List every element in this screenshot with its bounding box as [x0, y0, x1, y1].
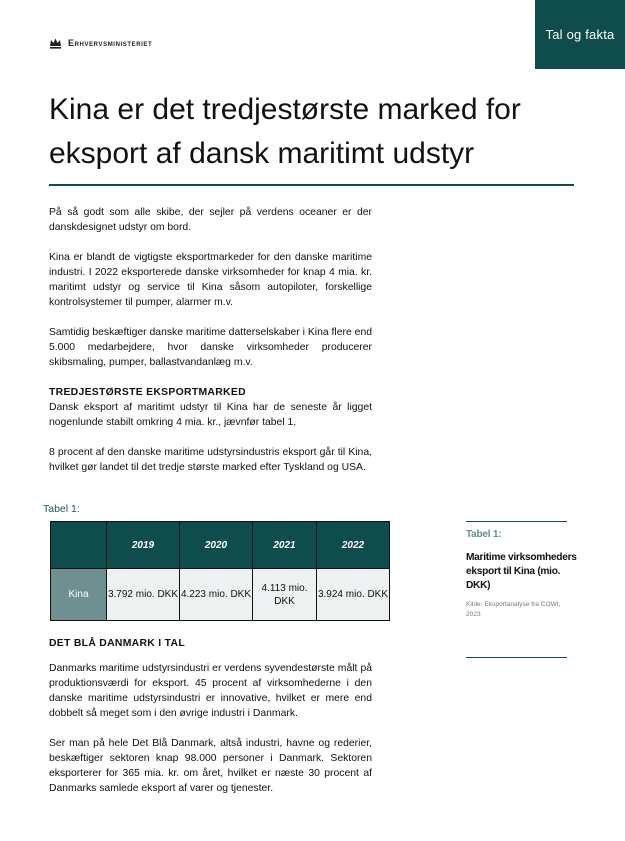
section1-paragraph-1: Dansk eksport af maritimt udstyr til Kina har de seneste år ligget nogenlunde stabilt omkring 4 mia. kr., jævnfør tabel 1. [49, 402, 372, 428]
table-header-cell: 2019 [107, 522, 180, 569]
intro-section [49, 205, 372, 475]
title-divider [49, 184, 574, 186]
table-header-cell: 2020 [180, 522, 253, 569]
section2-paragraph-1: Danmarks maritime udstyrsindustri er verdens syvendestørste målt på produktionsværdi for eksport. 45 procent af virksomhederne i den danske maritime udstyrsindustri er innovative, hvilket er mere end dobbelt så meget som i den øvrige industri i Danmark. [49, 663, 372, 719]
sidebar-source: Kilde: Eksportanalyse fra COWI, 2023 [466, 601, 561, 618]
intro-paragraph-1: På så godt som alle skibe, der sejler på verdens oceaner er der danskdesignet udstyr om bord. [49, 207, 372, 233]
category-tab: Tal og fakta [535, 0, 625, 69]
table-row-label: Kina [51, 569, 107, 621]
blue-denmark-section [49, 636, 372, 796]
section2-paragraph-2: Ser man på hele Det Blå Danmark, altså industri, havne og rederier, beskæftiger sektoren knap 98.000 personer i Danmark. Sektoren eksporterer for 365 mia. kr. om året, hvilket er næste 30 procent af Danmarks samlede eksport af varer og tjenester. [49, 738, 372, 794]
section1-paragraph-2: 8 procent af den danske maritime udstyrsindustris eksport går til Kina, hvilket gør landet til det tredje største marked efter Tyskland og USA. [49, 447, 372, 473]
section-heading-blue-denmark: DET BLÅ DANMARK I TAL [49, 638, 185, 649]
intro-paragraph-2: Kina er blandt de vigtigste eksportmarkeder for den danske maritime industri. I 2022 eksporterede danske virksomheder for knap 4 mia. kr. maritimt udstyr og service til Kina såsom autopiloter, forskellige kontrolsystemer til pumper, alarmer m.v. [49, 252, 372, 308]
table-cell: 3.924 mio. DKK [317, 569, 390, 621]
sidebar-top-rule [466, 521, 567, 522]
sidebar-table-description: Maritime virksomheders eksport til Kina (mio. DKK) [466, 552, 577, 591]
table-header-cell: 2022 [317, 522, 390, 569]
table-cell: 4.223 mio. DKK [180, 569, 253, 621]
table-cell: 4.113 mio. DKK [253, 569, 317, 621]
section-heading-export: TREDJESTØRSTE EKSPORTMARKED [49, 387, 246, 398]
sidebar-table-label: Tabel 1: [466, 529, 502, 540]
table-header-row [51, 522, 390, 569]
logo-text: Erhvervsministeriet [68, 38, 153, 48]
table-cell: 3.792 mio. DKK [107, 569, 180, 621]
sidebar-bottom-rule [466, 657, 567, 658]
export-table [50, 521, 390, 621]
table-header-cell [51, 522, 107, 569]
table-caption: Tabel 1: [43, 503, 80, 515]
table-header-cell: 2021 [253, 522, 317, 569]
table-row [51, 569, 390, 621]
ministry-logo [49, 37, 152, 49]
crown-icon [49, 37, 62, 49]
page-title: Kina er det tredjestørste marked for eksport af dansk maritimt udstyr [49, 93, 521, 170]
intro-paragraph-3: Samtidig beskæftiger danske maritime datterselskaber i Kina flere end 5.000 medarbejdere, hvor danske virksomheder producerer skibsmaling, pumper, ballastvandanlæg m.v. [49, 327, 372, 368]
